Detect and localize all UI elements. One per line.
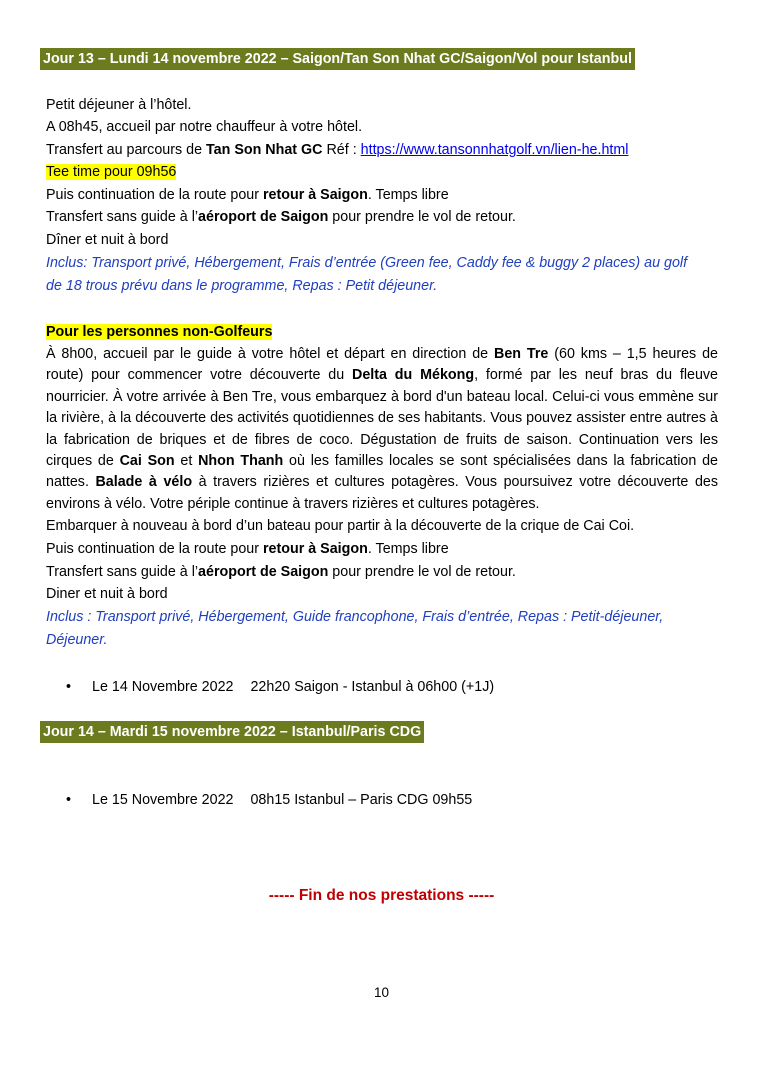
nongolf-cai-son: Cai Son [119,453,175,470]
day13-continue-bold: retour à Saigon [262,187,368,203]
day13-dinner: Dîner et nuit à bord [46,232,169,248]
flight-item-2 [66,790,472,810]
day13-transfer-ref: Réf : [322,142,361,158]
flight-detail: 08h15 Istanbul – Paris CDG 09h55 [250,792,473,808]
bullet-icon: • [66,792,72,808]
nongolf-ben-tre: Ben Tre [494,346,549,362]
nongolf-paragraph [46,344,718,515]
nongolf-p3: , formé par les neuf bras du fleuve nourricier. À votre arrivée à Ben Tre, vous embarquez à bord d'un bateau local. Celui-ci vous emmène sur la rivière, à la découverte des activités quotidiennes de ses habitants. Vous pouvez assister entre autres à la fabrication de briques et de fibres de coco. Dégustation de fruits de saison. Continuation vers les cirques de [46,367,719,470]
day13-transfer-course: Tan Son Nhat GC [206,142,323,158]
nongolf-title-row [46,322,272,342]
day13-continue-prefix: Puis continuation de la route pour [46,187,263,203]
flight-date: Le 15 Novembre 2022 [92,792,234,808]
day13-airport-suffix: pour prendre le vol de retour. [328,209,516,225]
nongolf-airport-suffix: pour prendre le vol de retour. [328,564,516,580]
nongolf-delta: Delta du Mékong [352,367,475,384]
day13-transfer [46,140,628,160]
day13-airport-prefix: Transfert sans guide à l’ [46,209,199,225]
nongolf-nhon-thanh: Nhon Thanh [198,453,284,470]
nongolf-included-2: Déjeuner. [46,632,108,648]
day14-header: Jour 14 – Mardi 15 novembre 2022 – Istanbul/Paris CDG [40,721,424,743]
nongolf-continue-prefix: Puis continuation de la route pour [46,541,263,557]
end-of-services: ----- Fin de nos prestations ----- [268,887,495,904]
tee-time-highlight: Tee time pour 09h56 [46,164,177,180]
nongolf-dinner: Diner et nuit à bord [46,586,168,602]
day13-tee-time [46,162,176,182]
day13-continue [46,185,449,205]
nongolf-bike: Balade à vélo [95,474,193,491]
day13-airport [46,207,516,227]
day13-header: Jour 13 – Lundi 14 novembre 2022 – Saigon/Tan Son Nhat GC/Saigon/Vol pour Istanbul [40,48,635,70]
nongolf-p5: à travers rizières et cultures potagères. Vous poursuivez votre découverte des environs à vélo. Votre périple continue à travers rizières et cultures potagères. [46,474,718,512]
day13-continue-suffix: . Temps libre [367,187,449,203]
bullet-icon: • [66,679,72,695]
nongolf-p3-mid: et [174,453,199,470]
nongolf-p4: où les familles locales se sont spécialisées dans la fabrication de nattes. [46,453,718,491]
nongolf-included-1: Inclus : Transport privé, Hébergement, Guide francophone, Frais d’entrée, Repas : Petit-déjeuner, [46,609,664,625]
nongolf-continue [46,539,449,559]
flight-item-1 [66,677,494,697]
day13-transfer-prefix: Transfert au parcours de [46,142,206,158]
page-number: 10 [373,985,390,1000]
day13-breakfast: Petit déjeuner à l’hôtel. [46,97,192,113]
nongolf-airport-prefix: Transfert sans guide à l’ [46,564,199,580]
day13-included-1: Inclus: Transport privé, Hébergement, Frais d’entrée (Green fee, Caddy fee & buggy 2 places) au golf [46,255,688,271]
nongolf-p1: À 8h00, accueil par le guide à votre hôtel et départ en direction de [46,346,495,362]
day13-included-2: de 18 trous prévu dans le programme, Repas : Petit déjeuner. [46,278,438,294]
day13-welcome: A 08h45, accueil par notre chauffeur à votre hôtel. [46,119,363,135]
nongolf-title: Pour les personnes non-Golfeurs [46,324,273,340]
nongolf-airport-bold: aéroport de Saigon [198,564,329,580]
nongolf-continue-suffix: . Temps libre [367,541,449,557]
flight-date: Le 14 Novembre 2022 [92,679,234,695]
nongolf-airport [46,562,516,582]
nongolf-boat: Embarquer à nouveau à bord d’un bateau pour partir à la découverte de la crique de Cai Coi. [46,518,635,534]
nongolf-continue-bold: retour à Saigon [262,541,368,557]
flight-detail: 22h20 Saigon - Istanbul à 06h00 (+1J) [250,679,495,695]
day13-airport-bold: aéroport de Saigon [198,209,329,225]
golf-website-link[interactable]: https://www.tansonnhatgolf.vn/lien-he.html [360,142,629,158]
nongolf-p2: (60 kms – 1,5 heures de route) pour commencer votre découverte du [46,346,718,384]
